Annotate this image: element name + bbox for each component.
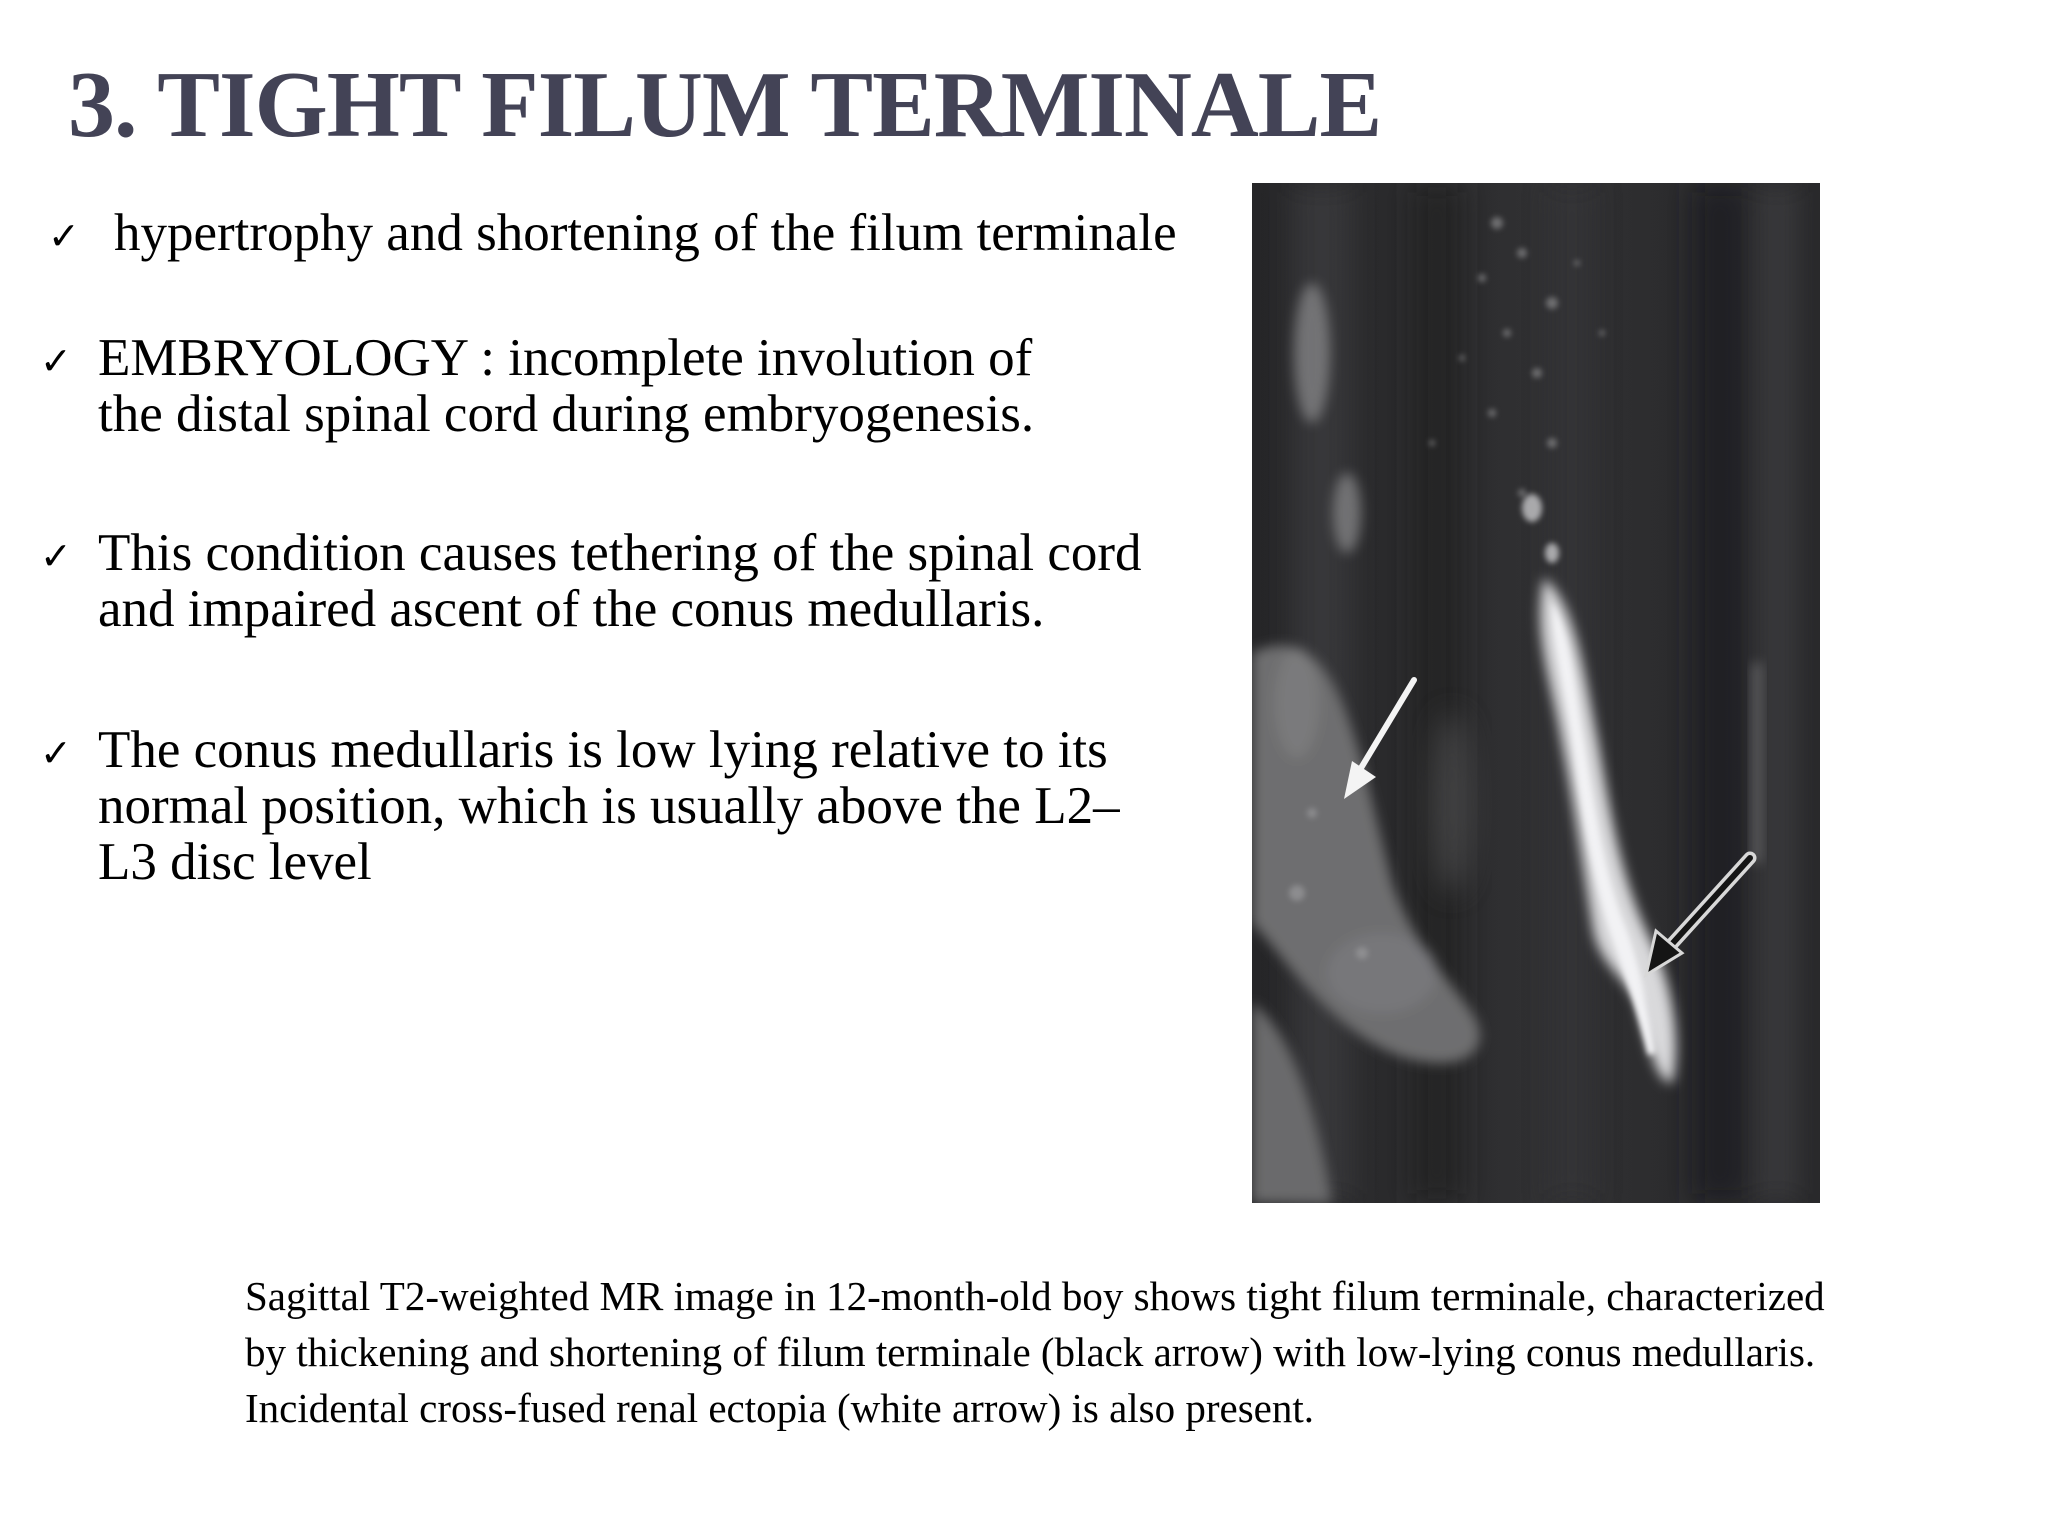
- mri-image-drawing: [1252, 183, 1820, 1203]
- bullet-item: [48, 205, 1177, 261]
- figure-caption: Sagittal T2-weighted MR image in 12-month-old boy shows tight filum terminale, characterized by thickening and shortening of filum terminale (black arrow) with low-lying conus medullaris. Incidental cross-fused renal ectopia (white arrow) is also present.: [245, 1273, 1825, 1431]
- check-icon: ✓: [40, 339, 72, 383]
- bullet-text: EMBRYOLOGY : incomplete involution of the distal spinal cord during embryogenesis.: [98, 329, 1035, 443]
- bullet-text: This condition causes tethering of the spinal cord and impaired ascent of the conus medullaris.: [98, 524, 1142, 638]
- check-icon: ✓: [40, 534, 72, 578]
- bullet-text: hypertrophy and shortening of the filum terminale: [114, 204, 1177, 262]
- bullet-item: [40, 330, 1034, 442]
- slide-title: 3. TIGHT FILUM TERMINALE: [68, 53, 1382, 157]
- bullet-text: The conus medullaris is low lying relative to its normal position, which is usually above the L2– L3 disc level: [98, 721, 1120, 891]
- bullet-item: [40, 722, 1120, 890]
- check-icon: ✓: [48, 214, 80, 258]
- mri-image: [1252, 183, 1820, 1203]
- bullet-item: [40, 525, 1142, 637]
- check-icon: ✓: [40, 731, 72, 775]
